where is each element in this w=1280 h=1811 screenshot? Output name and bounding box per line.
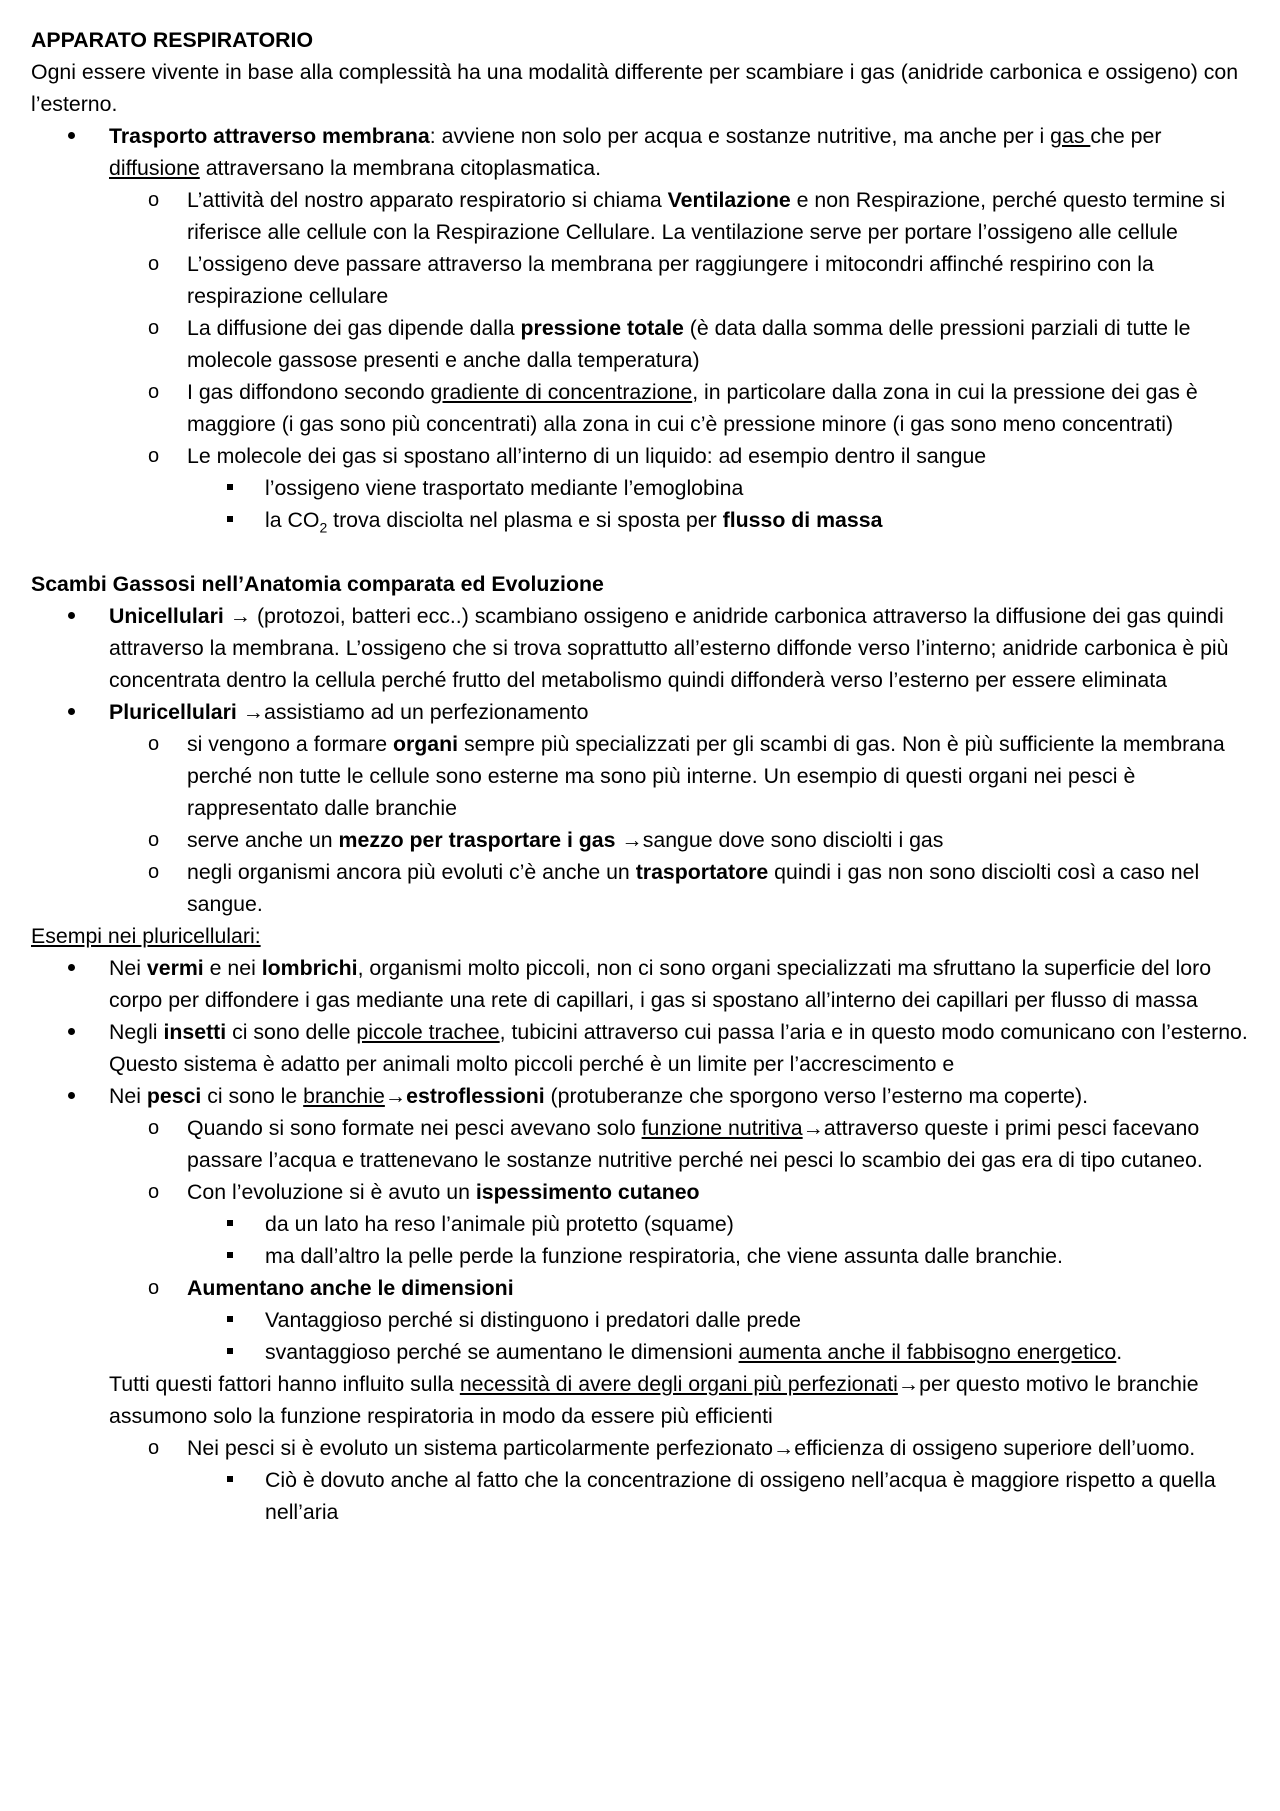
list-item: la $CO_2$ trova disciolta nel plasma e si sposta per flusso di massa — [31, 504, 1256, 536]
bullet-icon — [68, 1092, 75, 1099]
square-bullet-icon — [227, 516, 233, 522]
list-item: Unicellulari → (protozoi, batteri ecc..) scambiano ossigeno e anidride carbonica attraverso la diffusione dei gas quindi attraverso la membrana. L’ossigeno che si trova soprattutto all’esterno diffonde verso l’interno; anidride carbonica è più concentrata dentro la cellula perché frutto del metabolismo quindi diffonderà verso l’esterno per essere eliminata — [31, 600, 1256, 696]
bullet-icon — [68, 612, 75, 619]
circle-bullet-icon: o — [148, 317, 160, 339]
list-item: Pluricellulari →assistiamo ad un perfezionamento — [31, 696, 1256, 728]
intro-paragraph: Ogni essere vivente in base alla complessità ha una modalità differente per scambiare i gas (anidride carbonica e ossigeno) con l’esterno. — [31, 60, 1239, 116]
circle-bullet-icon: o — [148, 1277, 160, 1299]
list-item: o Nei pesci si è evoluto un sistema particolarmente perfezionato→efficienza di ossigeno superiore dell’uomo. — [31, 1432, 1256, 1464]
circle-bullet-icon: o — [148, 445, 160, 467]
list-item: svantaggioso perché se aumentano le dimensioni aumenta anche il fabbisogno energetico. — [31, 1336, 1256, 1368]
section-heading: Scambi Gassosi nell’Anatomia comparata ed Evoluzione — [31, 572, 604, 596]
page-title: APPARATO RESPIRATORIO — [31, 28, 314, 52]
document-page — [31, 24, 1256, 1528]
circle-bullet-icon: o — [148, 1117, 160, 1139]
circle-bullet-icon: o — [148, 381, 160, 403]
circle-bullet-icon: o — [148, 253, 160, 275]
circle-bullet-icon: o — [148, 829, 160, 851]
list-item: o L’ossigeno deve passare attraverso la membrana per raggiungere i mitocondri affinché respirino con la respirazione cellulare — [31, 248, 1256, 312]
list-item: o La diffusione dei gas dipende dalla pressione totale (è data dalla somma delle pressioni parziali di tutte le molecole gassose presenti e anche dalla temperatura) — [31, 312, 1256, 376]
circle-bullet-icon: o — [148, 189, 160, 211]
circle-bullet-icon: o — [148, 1437, 160, 1459]
bullet-icon — [68, 964, 75, 971]
list-item: o L’attività del nostro apparato respiratorio si chiama Ventilazione e non Respirazione, perché questo termine si riferisce alle cellule con la Respirazione Cellulare. La ventilazione serve per portare l’ossigeno alle cellule — [31, 184, 1256, 248]
square-bullet-icon — [227, 1252, 233, 1258]
list-item: o si vengono a formare organi sempre più specializzati per gli scambi di gas. Non è più sufficiente la membrana perché non tutte le cellule sono esterne ma sono più interne. Un esempio di questi organi nei pesci è rappresentato dalle branchie — [31, 728, 1256, 824]
list-item: Negli insetti ci sono delle piccole trachee, tubicini attraverso cui passa l’aria e in questo modo comunicano con l’esterno. Questo sistema è adatto per animali molto piccoli perché è un limite per l’accrescimento e — [31, 1016, 1256, 1080]
circle-bullet-icon: o — [148, 1181, 160, 1203]
list-item: o negli organismi ancora più evoluti c’è anche un trasportatore quindi i gas non sono disciolti così a caso nel sangue. — [31, 856, 1256, 920]
section-heading: Esempi nei pluricellulari: — [31, 924, 261, 948]
square-bullet-icon — [227, 1220, 233, 1226]
circle-bullet-icon: o — [148, 733, 160, 755]
list-item: Nei vermi e nei lombrichi, organismi molto piccoli, non ci sono organi specializzati ma sfruttano la superficie del loro corpo per diffondere i gas mediante una rete di capillari, i gas si spostano all’interno dei capillari per flusso di massa — [31, 952, 1256, 1016]
list-item: l’ossigeno viene trasportato mediante l’emoglobina — [31, 472, 1256, 504]
list-item: o I gas diffondono secondo gradiente di concentrazione, in particolare dalla zona in cui la pressione dei gas è maggiore (i gas sono più concentrati) alla zona in cui c’è pressione minore (i gas sono meno concentrati) — [31, 376, 1256, 440]
list-item: da un lato ha reso l’animale più protetto (squame) — [31, 1208, 1256, 1240]
square-bullet-icon — [227, 1316, 233, 1322]
bullet-icon — [68, 708, 75, 715]
list-item: Ciò è dovuto anche al fatto che la concentrazione di ossigeno nell’acqua è maggiore rispetto a quella nell’aria — [31, 1464, 1256, 1528]
square-bullet-icon — [227, 484, 233, 490]
square-bullet-icon — [227, 1348, 233, 1354]
square-bullet-icon — [227, 1476, 233, 1482]
circle-bullet-icon: o — [148, 861, 160, 883]
spacer — [31, 536, 1256, 568]
bullet-icon — [68, 1028, 75, 1035]
list-item: ma dall’altro la pelle perde la funzione respiratoria, che viene assunta dalle branchie. — [31, 1240, 1256, 1272]
summary-paragraph: Tutti questi fattori hanno influito sulla necessità di avere degli organi più perfezionati→per questo motivo le branchie assumono solo la funzione respiratoria in modo da essere più efficienti — [109, 1372, 1199, 1428]
bullet-icon — [68, 132, 75, 139]
list-item: o serve anche un mezzo per trasportare i gas →sangue dove sono disciolti i gas — [31, 824, 1256, 856]
list-item: o Aumentano anche le dimensioni — [31, 1272, 1256, 1304]
list-item: Trasporto attraverso membrana: avviene non solo per acqua e sostanze nutritive, ma anche per i gas che per diffusione attraversano la membrana citoplasmatica. — [31, 120, 1256, 184]
list-item: Vantaggioso perché si distinguono i predatori dalle prede — [31, 1304, 1256, 1336]
list-item: Nei pesci ci sono le branchie→estroflessioni (protuberanze che sporgono verso l’esterno ma coperte). — [31, 1080, 1256, 1112]
list-item: o Le molecole dei gas si spostano all’interno di un liquido: ad esempio dentro il sangue — [31, 440, 1256, 472]
list-item: o Con l’evoluzione si è avuto un ispessimento cutaneo — [31, 1176, 1256, 1208]
list-item: o Quando si sono formate nei pesci avevano solo funzione nutritiva→attraverso queste i primi pesci facevano passare l’acqua e trattenevano le sostanze nutritive perché nei pesci lo scambio dei gas era di tipo cutaneo. — [31, 1112, 1256, 1176]
